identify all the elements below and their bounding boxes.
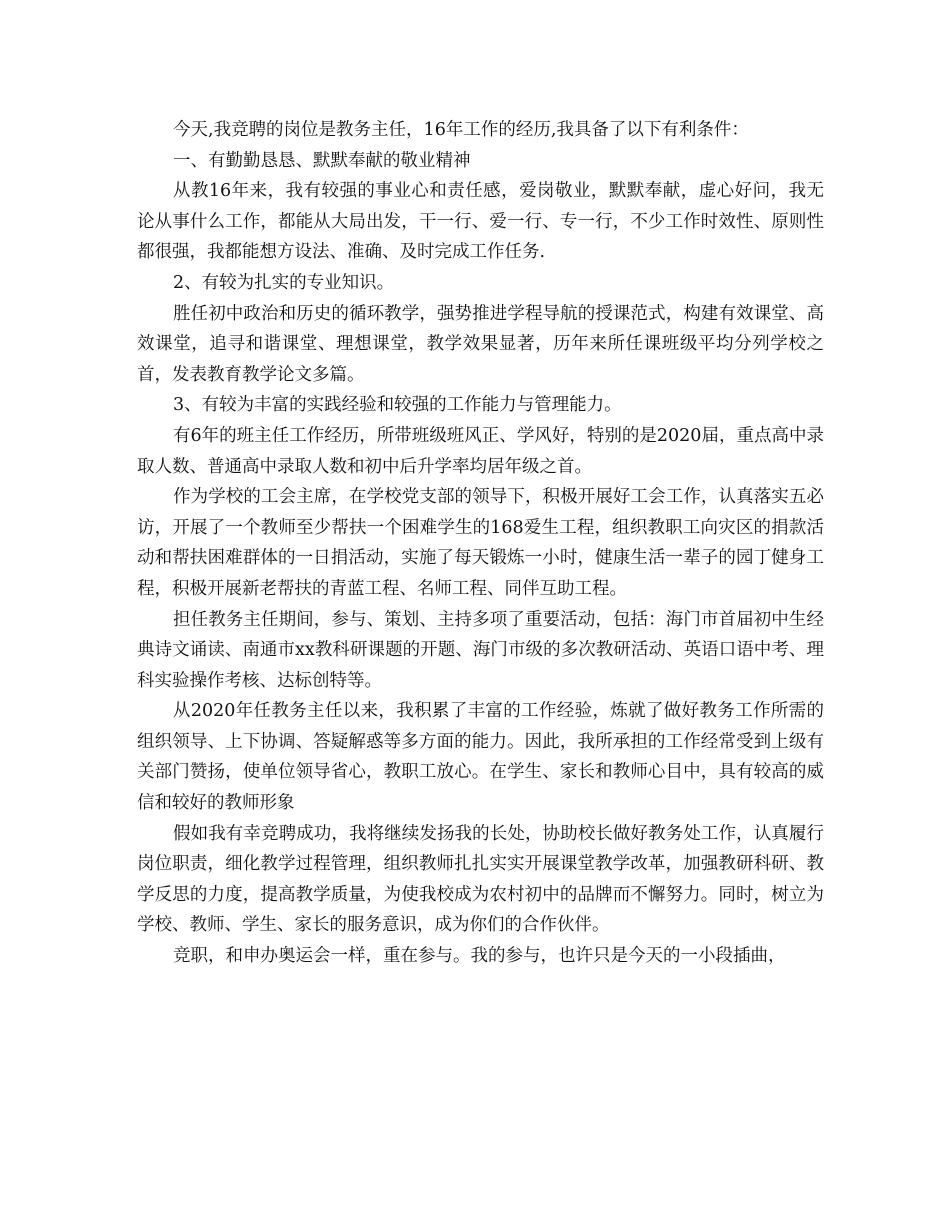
paragraph-head-teacher: 有6年的班主任工作经历，所带班级班风正、学风好，特别的是2020届，重点高中录取人数、普通高中录取人数和初中后升学率均居年级之首。 [137,425,824,477]
paragraph-dedication: 从教16年来，我有较强的事业心和责任感，爱岗敬业，默默奉献，虚心好问，我无论从事什么工作，都能从大局出发，干一行、爱一行、专一行，不少工作时效性、原则性都很强，我都能想方设法、准确、及时完成工作任务. [137,181,824,263]
section-heading-3: 3、有较为丰富的实践经验和较强的工作能力与管理能力。 [173,395,622,416]
section-heading-1: 一、有勤勤恳恳、默默奉献的敬业精神 [173,150,471,171]
paragraph-expertise: 胜任初中政治和历史的循环教学，强势推进学程导航的授课范式，构建有效课堂、高效课堂，追寻和谐课堂、理想课堂，教学效果显著，历年来所任课班级平均分列学校之首，发表教育教学论文多篇。 [137,303,824,385]
paragraph-commitment: 假如我有幸竞聘成功，我将继续发扬我的长处，协助校长做好教务处工作，认真履行岗位职责，细化教学过程管理，组织教师扎扎实实开展课堂教学改革，加强教研科研、教学反思的力度，提高教学质量，为使我校成为农村初中的品牌而不懈努力。同时，树立为学校、教师、学生、家长的服务意识，成为你们的合作伙伴。 [137,823,824,936]
paragraph-participation: 竞职，和申办奥运会一样，重在参与。我的参与，也许只是今天的一小段插曲， [173,946,786,967]
section-heading-2: 2、有较为扎实的专业知识。 [173,272,395,293]
paragraph-union-chair: 作为学校的工会主席，在学校党支部的领导下，积极开展好工会工作，认真落实五必访，开展了一个教师至少帮扶一个困难学生的168爱生工程，组织教职工向灾区的捐款活动和帮扶困难群体的一日捐活动，实施了每天锻炼一小时，健康生活一辈子的园丁健身工程，积极开展新老帮扶的青蓝工程、名师工程、同伴互助工程。 [137,487,824,599]
paragraph-experience: 从2020年任教务主任以来，我积累了丰富的工作经验，炼就了做好教务工作所需的组织领导、上下协调、答疑解惑等多方面的能力。因此，我所承担的工作经常受到上级有关部门赞扬，使单位领导省心，教职工放心。在学生、家长和教师心目中，具有较高的威信和较好的教师形象 [137,701,824,814]
document-body [137,115,824,972]
paragraph-activities: 担任教务主任期间，参与、策划、主持多项了重要活动，包括：海门市首届初中生经典诗文诵读、南通市xx教科研课题的开题、海门市级的多次教研活动、英语口语中考、理科实验操作考核、达标创特等。 [137,609,824,691]
paragraph-intro: 今天,我竞聘的岗位是教务主任，16年工作的经历,我具备了以下有利条件： [173,120,749,140]
